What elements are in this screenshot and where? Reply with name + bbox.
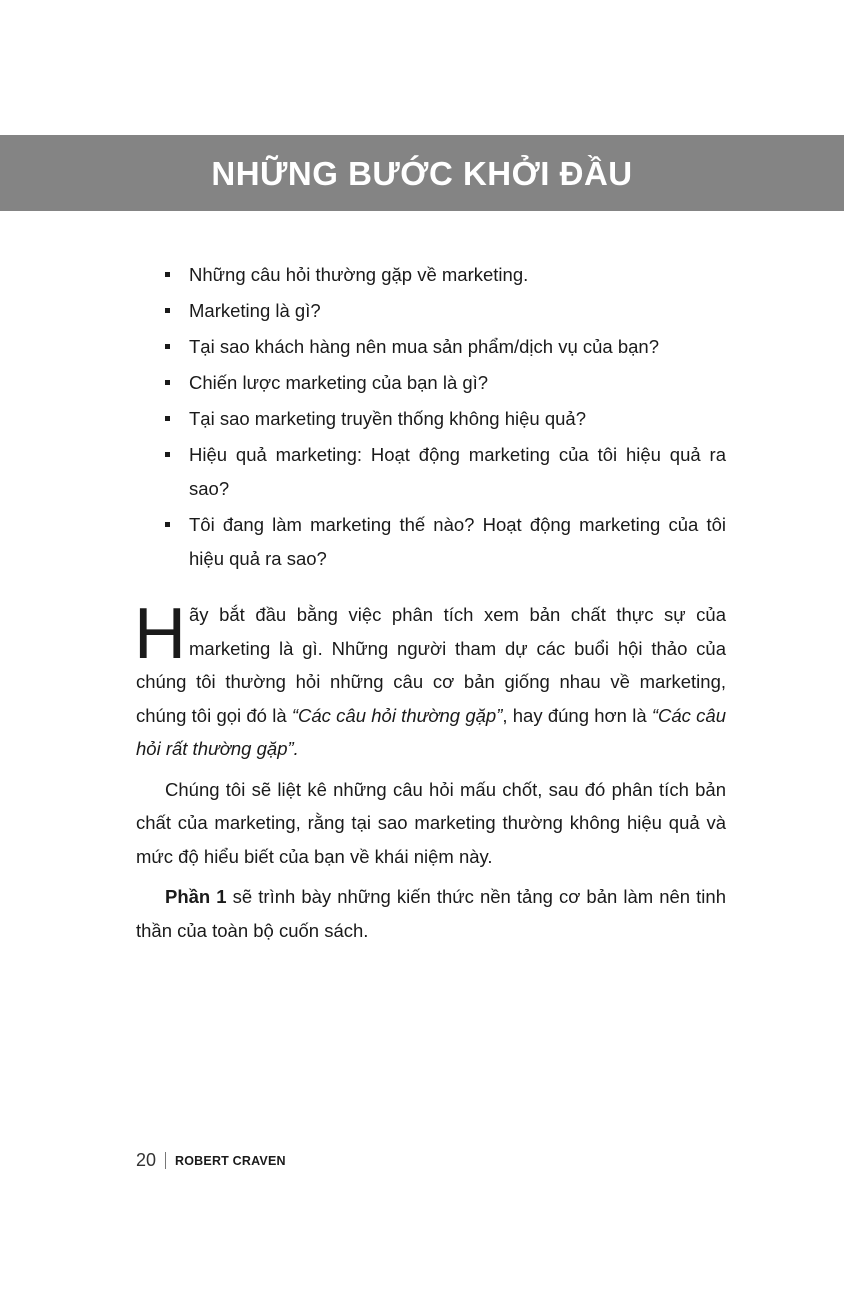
drop-cap: H <box>134 594 186 674</box>
body-text <box>134 594 726 954</box>
second-paragraph-text: Chúng tôi sẽ liệt kê những câu hỏi mấu chốt, sau đó phân tích bản chất của marketing, rằng tại sao marketing thường không hiệu quả và mức độ hiểu biết của bạn về khái niệm này. <box>136 778 726 867</box>
second-paragraph <box>136 773 726 874</box>
square-bullet-icon <box>165 344 170 349</box>
square-bullet-icon <box>165 522 170 527</box>
list-item <box>163 258 726 292</box>
footer-divider <box>165 1152 166 1169</box>
chapter-title: NHỮNG BƯỚC KHỞI ĐẦU <box>211 155 633 192</box>
third-paragraph-text: sẽ trình bày những kiến thức nền tảng cơ bản làm nên tinh thần của toàn bộ cuốn sách. <box>136 886 726 941</box>
square-bullet-icon <box>165 272 170 277</box>
list-item <box>163 508 726 576</box>
running-head-author: ROBERT CRAVEN <box>175 1153 286 1168</box>
part-reference: Phần 1 <box>165 886 227 907</box>
list-item <box>163 402 726 436</box>
square-bullet-icon <box>165 416 170 421</box>
square-bullet-icon <box>165 380 170 385</box>
intro-italic-phrase-1: “Các câu hỏi thường gặp” <box>291 704 503 726</box>
list-item-text: Tại sao khách hàng nên mua sản phẩm/dịch vụ của bạn? <box>189 336 660 357</box>
list-item-text: Tôi đang làm marketing thế nào? Hoạt động marketing của tôi hiệu quả ra sao? <box>189 514 726 569</box>
list-item <box>163 330 726 364</box>
intro-paragraph <box>134 594 726 766</box>
question-list <box>163 258 726 578</box>
list-item <box>163 294 726 328</box>
page-footer <box>136 1150 286 1171</box>
chapter-header-band <box>0 135 844 211</box>
square-bullet-icon <box>165 308 170 313</box>
third-paragraph <box>136 880 726 947</box>
page-number: 20 <box>136 1150 157 1170</box>
square-bullet-icon <box>165 452 170 457</box>
list-item <box>163 438 726 506</box>
intro-text-start: ãy bắt đầu bằng việc phân tích xem bản chất thực sự của marketing là gì. Những người tham dự các buổi hội thảo của chúng tôi thường hỏi những câu cơ bản giống nhau về marketing, chúng tôi gọi đó là <box>136 604 726 726</box>
list-item-text: Những câu hỏi thường gặp về marketing. <box>189 264 529 285</box>
intro-italic-phrase-2: “Các câu hỏi rất thường gặp”. <box>136 704 726 759</box>
list-item-text: Chiến lược marketing của bạn là gì? <box>189 372 489 393</box>
list-item <box>163 366 726 400</box>
intro-text-mid: , hay đúng hơn là <box>502 704 652 726</box>
list-item-text: Tại sao marketing truyền thống không hiệu quả? <box>189 408 586 429</box>
list-item-text: Marketing là gì? <box>189 300 321 321</box>
list-item-text: Hiệu quả marketing: Hoạt động marketing của tôi hiệu quả ra sao? <box>189 444 726 499</box>
